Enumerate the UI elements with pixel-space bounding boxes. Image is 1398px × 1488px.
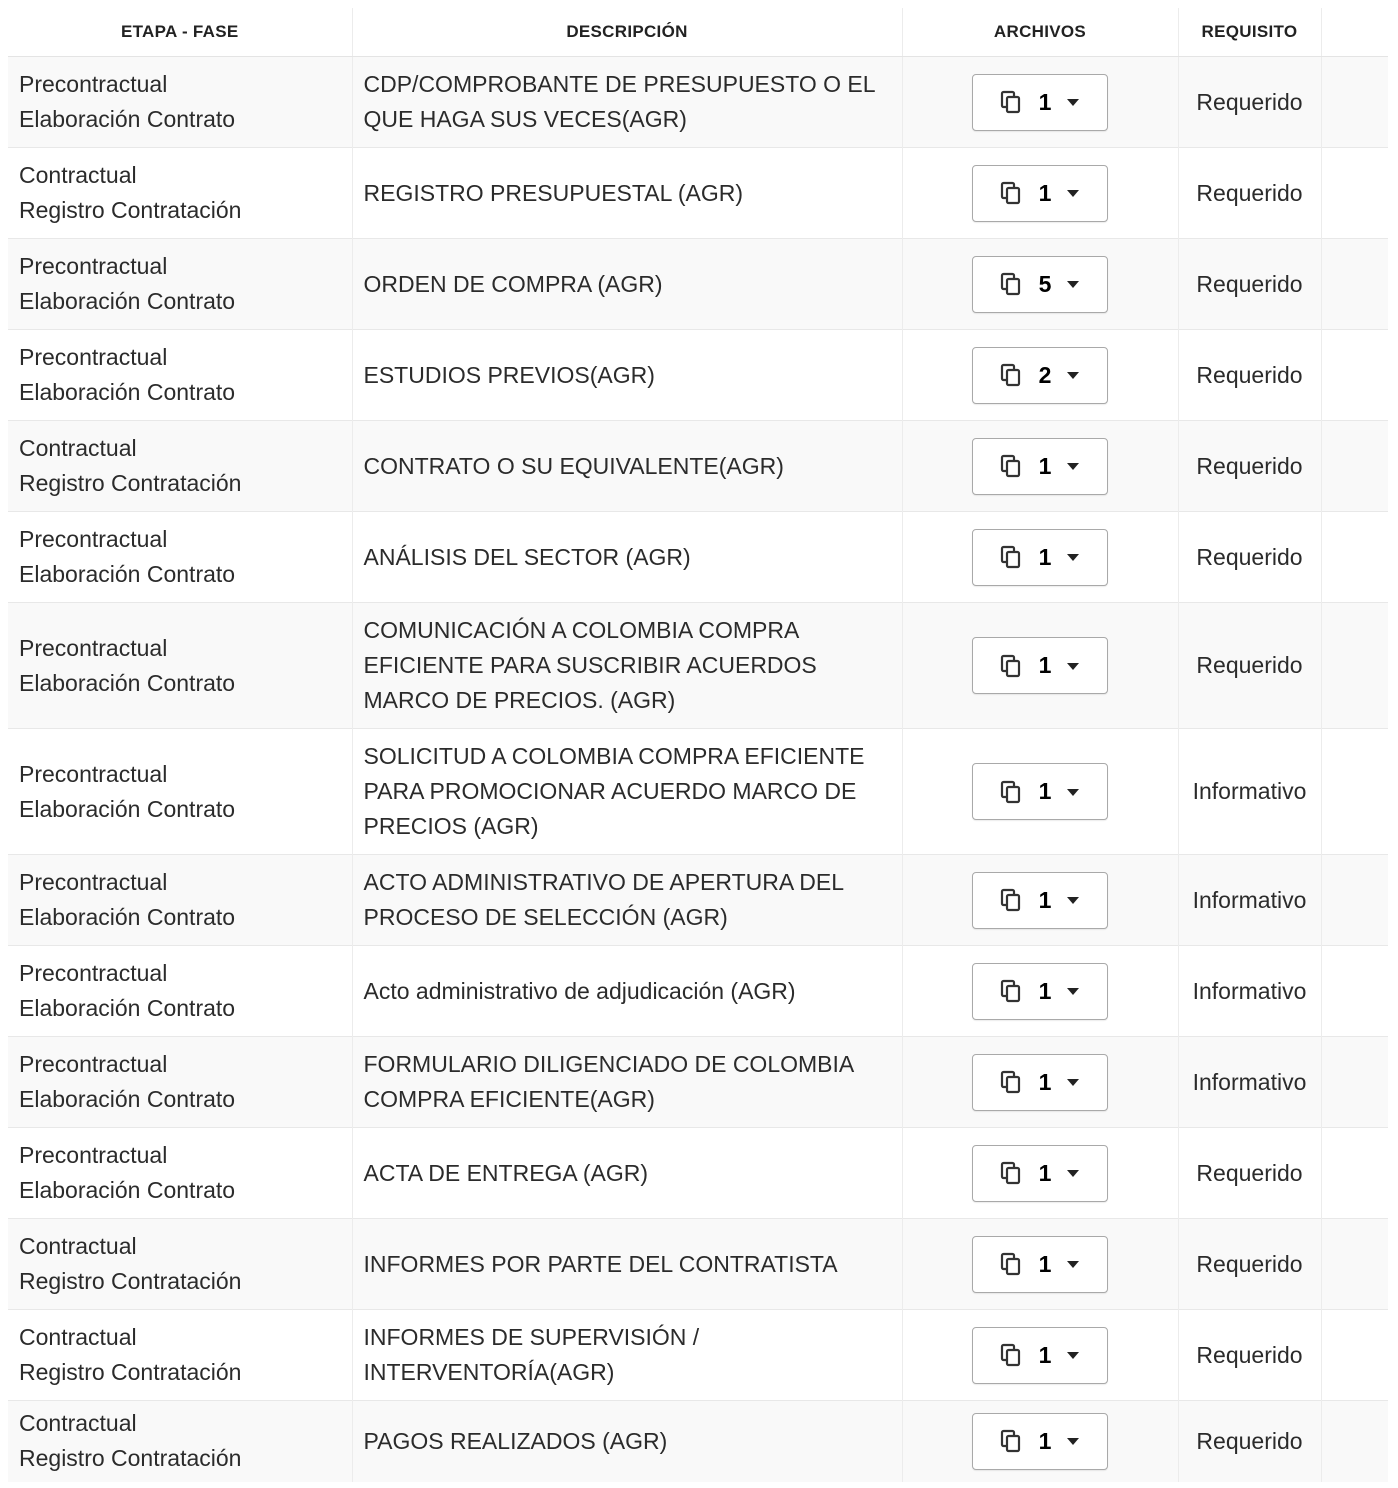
descripcion-cell: INFORMES DE SUPERVISIÓN / INTERVENTORÍA(AGR) — [352, 1310, 902, 1401]
files-dropdown-button[interactable] — [972, 438, 1108, 495]
files-dropdown-button[interactable] — [972, 763, 1108, 820]
etapa-label: Precontractual — [19, 344, 168, 370]
table-row — [8, 729, 1388, 855]
etapa-fase-cell — [8, 148, 352, 239]
descripcion-cell: CDP/COMPROBANTE DE PRESUPUESTO O EL QUE HAGA SUS VECES(AGR) — [352, 57, 902, 148]
extra-cell — [1321, 421, 1388, 512]
etapa-fase-cell — [8, 1401, 352, 1482]
etapa-fase-cell — [8, 239, 352, 330]
etapa-label: Precontractual — [19, 253, 168, 279]
etapa-fase-cell — [8, 946, 352, 1037]
requisito-cell: Requerido — [1178, 1128, 1321, 1219]
fase-label: Elaboración Contrato — [19, 1177, 236, 1203]
copy-icon — [1000, 780, 1022, 804]
file-count: 1 — [1038, 1159, 1052, 1186]
descripcion-cell: CONTRATO O SU EQUIVALENTE(AGR) — [352, 421, 902, 512]
files-dropdown-button[interactable] — [972, 963, 1108, 1020]
archivos-cell — [902, 1401, 1178, 1482]
descripcion-cell: REGISTRO PRESUPUESTAL (AGR) — [352, 148, 902, 239]
fase-label: Registro Contratación — [19, 1268, 242, 1294]
fase-label: Elaboración Contrato — [19, 669, 236, 696]
fase-label: Elaboración Contrato — [19, 561, 236, 587]
documents-table — [8, 8, 1388, 1482]
caret-down-icon — [1066, 661, 1080, 671]
etapa-label: Precontractual — [19, 1142, 168, 1168]
files-dropdown-button[interactable] — [972, 1327, 1108, 1384]
etapa-fase-cell — [8, 512, 352, 603]
caret-down-icon — [1066, 787, 1080, 797]
files-dropdown-button[interactable] — [972, 256, 1108, 313]
file-count: 1 — [1038, 1250, 1052, 1277]
files-dropdown-button[interactable] — [972, 1413, 1108, 1470]
table-row — [8, 1310, 1388, 1401]
files-dropdown-button[interactable] — [972, 1054, 1108, 1111]
etapa-fase-cell — [8, 729, 352, 855]
fase-label: Elaboración Contrato — [19, 995, 236, 1021]
etapa-fase-cell — [8, 1219, 352, 1310]
descripcion-cell: COMUNICACIÓN A COLOMBIA COMPRA EFICIENTE PARA SUSCRIBIR ACUERDOS MARCO DE PRECIOS. (AGR) — [352, 603, 902, 729]
descripcion-cell: SOLICITUD A COLOMBIA COMPRA EFICIENTE PARA PROMOCIONAR ACUERDO MARCO DE PRECIOS (AGR) — [352, 729, 902, 855]
etapa-label: Precontractual — [19, 760, 168, 787]
archivos-cell — [902, 946, 1178, 1037]
table-row — [8, 946, 1388, 1037]
caret-down-icon — [1066, 188, 1080, 198]
files-dropdown-button[interactable] — [972, 1236, 1108, 1293]
file-count: 1 — [1038, 452, 1052, 479]
fase-label: Registro Contratación — [19, 1445, 242, 1472]
header-archivos: ARCHIVOS — [902, 8, 1178, 57]
requisito-cell: Informativo — [1178, 946, 1321, 1037]
etapa-fase-cell — [8, 421, 352, 512]
requisito-cell: Requerido — [1178, 421, 1321, 512]
fase-label: Elaboración Contrato — [19, 904, 236, 930]
requisito-cell: Informativo — [1178, 855, 1321, 946]
file-count: 1 — [1038, 88, 1052, 115]
files-dropdown-button[interactable] — [972, 872, 1108, 929]
fase-label: Registro Contratación — [19, 470, 242, 496]
etapa-label: Contractual — [19, 162, 137, 188]
requisito-cell: Requerido — [1178, 512, 1321, 603]
file-count: 1 — [1038, 652, 1052, 678]
files-dropdown-button[interactable] — [972, 637, 1108, 694]
descripcion-cell: ACTO ADMINISTRATIVO DE APERTURA DEL PROCESO DE SELECCIÓN (AGR) — [352, 855, 902, 946]
extra-cell — [1321, 855, 1388, 946]
caret-down-icon — [1066, 461, 1080, 471]
archivos-cell — [902, 148, 1178, 239]
table-row — [8, 148, 1388, 239]
etapa-label: Precontractual — [19, 1051, 168, 1077]
copy-icon — [1000, 1252, 1022, 1276]
extra-cell — [1321, 1037, 1388, 1128]
extra-cell — [1321, 729, 1388, 855]
etapa-fase-cell — [8, 855, 352, 946]
files-dropdown-button[interactable] — [972, 1145, 1108, 1202]
extra-cell — [1321, 57, 1388, 148]
copy-icon — [1000, 454, 1022, 478]
fase-label: Elaboración Contrato — [19, 1086, 236, 1112]
file-count: 1 — [1038, 543, 1052, 570]
descripcion-cell: FORMULARIO DILIGENCIADO DE COLOMBIA COMPRA EFICIENTE(AGR) — [352, 1037, 902, 1128]
archivos-cell — [902, 330, 1178, 421]
copy-icon — [1000, 1429, 1022, 1453]
table-row — [8, 603, 1388, 729]
table-row — [8, 1128, 1388, 1219]
table-body — [8, 57, 1388, 1482]
table-row — [8, 855, 1388, 946]
archivos-cell — [902, 57, 1178, 148]
file-count: 1 — [1038, 1068, 1052, 1095]
copy-icon — [1000, 654, 1022, 678]
archivos-cell — [902, 1128, 1178, 1219]
caret-down-icon — [1066, 370, 1080, 380]
fase-label: Elaboración Contrato — [19, 379, 236, 405]
copy-icon — [1000, 1343, 1022, 1367]
table-row — [8, 512, 1388, 603]
requisito-cell: Informativo — [1178, 1037, 1321, 1128]
table-header-row — [8, 8, 1388, 57]
extra-cell — [1321, 603, 1388, 729]
archivos-cell — [902, 855, 1178, 946]
extra-cell — [1321, 1219, 1388, 1310]
files-dropdown-button[interactable] — [972, 74, 1108, 131]
extra-cell — [1321, 946, 1388, 1037]
requisito-cell: Informativo — [1178, 729, 1321, 855]
copy-icon — [1000, 979, 1022, 1003]
copy-icon — [1000, 90, 1022, 114]
archivos-cell — [902, 1310, 1178, 1401]
descripcion-cell: ESTUDIOS PREVIOS(AGR) — [352, 330, 902, 421]
archivos-cell — [902, 729, 1178, 855]
caret-down-icon — [1066, 1077, 1080, 1087]
etapa-fase-cell — [8, 330, 352, 421]
archivos-cell — [902, 512, 1178, 603]
caret-down-icon — [1066, 1259, 1080, 1269]
etapa-label: Precontractual — [19, 960, 168, 986]
extra-cell — [1321, 1128, 1388, 1219]
etapa-fase-cell — [8, 603, 352, 729]
table-row — [8, 330, 1388, 421]
header-descripcion: DESCRIPCIÓN — [352, 8, 902, 57]
copy-icon — [1000, 1070, 1022, 1094]
requisito-cell: Requerido — [1178, 239, 1321, 330]
copy-icon — [1000, 888, 1022, 912]
archivos-cell — [902, 239, 1178, 330]
fase-label: Elaboración Contrato — [19, 106, 236, 132]
etapa-label: Precontractual — [19, 526, 168, 552]
requisito-cell: Requerido — [1178, 330, 1321, 421]
descripcion-cell: PAGOS REALIZADOS (AGR) — [352, 1401, 902, 1482]
file-count: 1 — [1038, 778, 1052, 804]
caret-down-icon — [1066, 97, 1080, 107]
fase-label: Elaboración Contrato — [19, 288, 236, 314]
file-count: 1 — [1038, 1427, 1052, 1454]
caret-down-icon — [1066, 895, 1080, 905]
descripcion-cell: ANÁLISIS DEL SECTOR (AGR) — [352, 512, 902, 603]
archivos-cell — [902, 421, 1178, 512]
descripcion-cell: INFORMES POR PARTE DEL CONTRATISTA — [352, 1219, 902, 1310]
files-dropdown-button[interactable] — [972, 165, 1108, 222]
archivos-cell — [902, 603, 1178, 729]
extra-cell — [1321, 1310, 1388, 1401]
header-etapa-fase: ETAPA - FASE — [8, 8, 352, 57]
copy-icon — [1000, 181, 1022, 205]
copy-icon — [1000, 545, 1022, 569]
table-row — [8, 1219, 1388, 1310]
file-count: 1 — [1038, 977, 1052, 1004]
etapa-label: Contractual — [19, 1324, 137, 1350]
requisito-cell: Requerido — [1178, 1310, 1321, 1401]
table-row — [8, 1037, 1388, 1128]
requisito-cell: Requerido — [1178, 1401, 1321, 1482]
caret-down-icon — [1066, 552, 1080, 562]
etapa-fase-cell — [8, 1128, 352, 1219]
extra-cell — [1321, 148, 1388, 239]
file-count: 1 — [1038, 179, 1052, 206]
table-row — [8, 1401, 1388, 1482]
header-extra — [1321, 8, 1388, 57]
etapa-fase-cell — [8, 57, 352, 148]
extra-cell — [1321, 512, 1388, 603]
fase-label: Registro Contratación — [19, 1359, 242, 1385]
file-count: 2 — [1038, 361, 1052, 388]
etapa-label: Contractual — [19, 1233, 137, 1259]
documents-table-container — [8, 8, 1388, 1482]
caret-down-icon — [1066, 986, 1080, 996]
descripcion-cell: ACTA DE ENTREGA (AGR) — [352, 1128, 902, 1219]
table-row — [8, 239, 1388, 330]
extra-cell — [1321, 239, 1388, 330]
table-row — [8, 421, 1388, 512]
etapa-label: Precontractual — [19, 71, 168, 97]
extra-cell — [1321, 1401, 1388, 1482]
etapa-label: Contractual — [19, 435, 137, 461]
copy-icon — [1000, 363, 1022, 387]
header-requisito: REQUISITO — [1178, 8, 1321, 57]
archivos-cell — [902, 1037, 1178, 1128]
caret-down-icon — [1066, 1350, 1080, 1360]
caret-down-icon — [1066, 279, 1080, 289]
requisito-cell: Requerido — [1178, 603, 1321, 729]
etapa-label: Precontractual — [19, 869, 168, 895]
etapa-label: Contractual — [19, 1410, 137, 1437]
files-dropdown-button[interactable] — [972, 347, 1108, 404]
archivos-cell — [902, 1219, 1178, 1310]
descripcion-cell: ORDEN DE COMPRA (AGR) — [352, 239, 902, 330]
fase-label: Registro Contratación — [19, 197, 242, 223]
etapa-fase-cell — [8, 1310, 352, 1401]
file-count: 1 — [1038, 1341, 1052, 1368]
caret-down-icon — [1066, 1436, 1080, 1446]
file-count: 5 — [1038, 270, 1052, 297]
requisito-cell: Requerido — [1178, 57, 1321, 148]
requisito-cell: Requerido — [1178, 1219, 1321, 1310]
requisito-cell: Requerido — [1178, 148, 1321, 239]
table-row — [8, 57, 1388, 148]
copy-icon — [1000, 272, 1022, 296]
etapa-label: Precontractual — [19, 634, 168, 661]
caret-down-icon — [1066, 1168, 1080, 1178]
fase-label: Elaboración Contrato — [19, 795, 236, 822]
file-count: 1 — [1038, 886, 1052, 913]
descripcion-cell: Acto administrativo de adjudicación (AGR) — [352, 946, 902, 1037]
etapa-fase-cell — [8, 1037, 352, 1128]
extra-cell — [1321, 330, 1388, 421]
copy-icon — [1000, 1161, 1022, 1185]
files-dropdown-button[interactable] — [972, 529, 1108, 586]
